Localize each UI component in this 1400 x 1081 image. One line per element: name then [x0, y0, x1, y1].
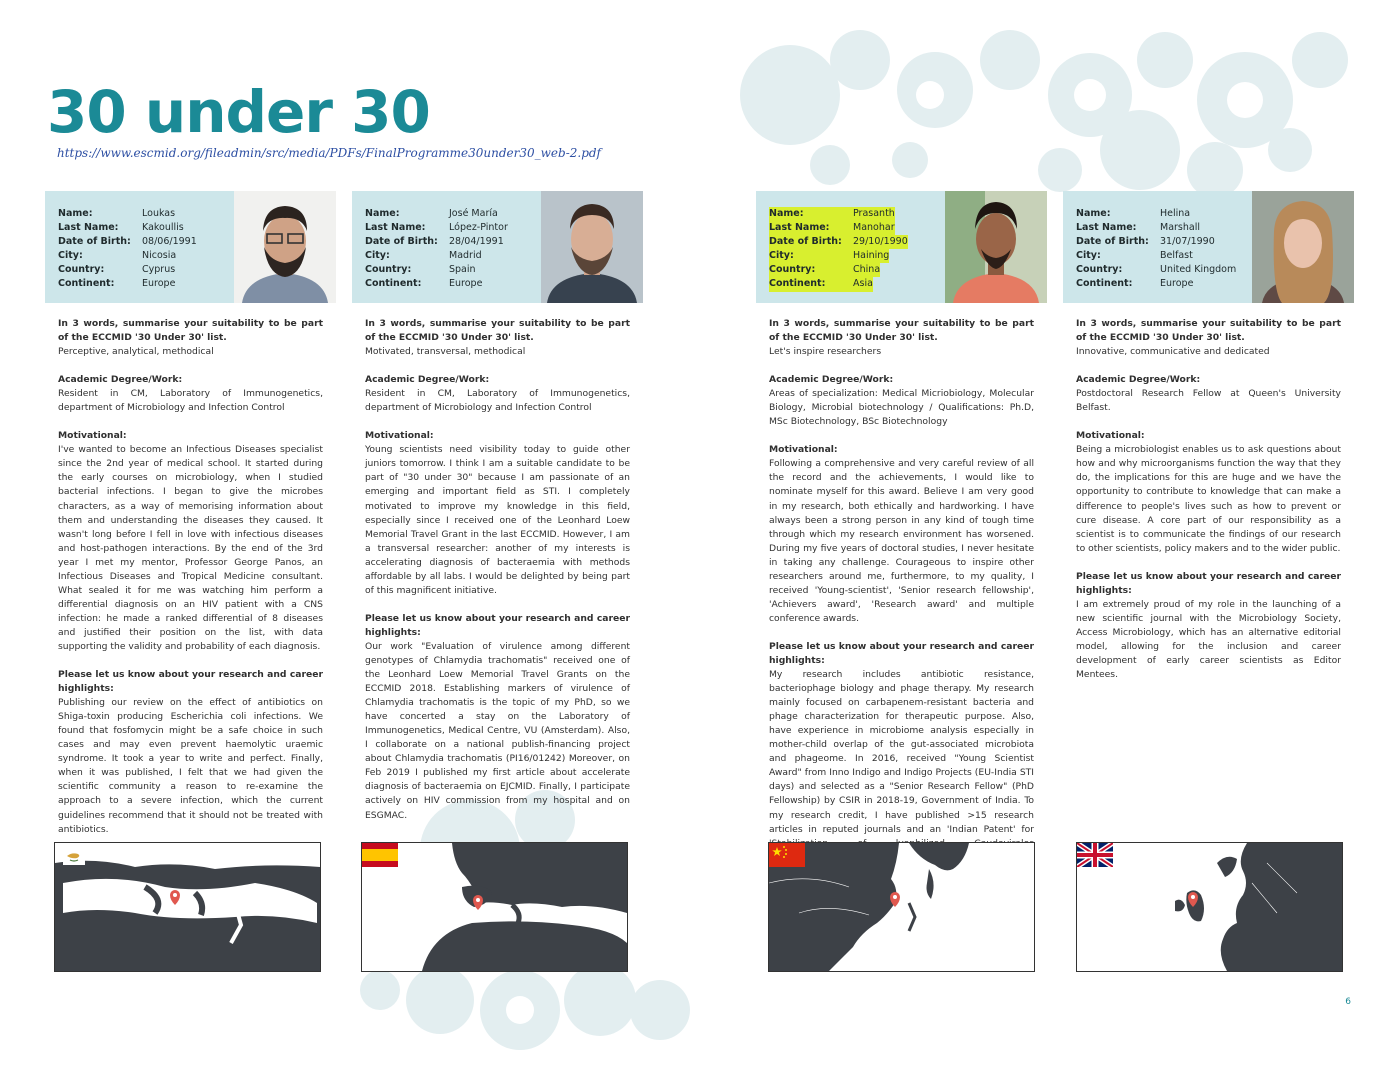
country: United Kingdom [1160, 264, 1237, 276]
continent: Europe [449, 278, 483, 290]
research-text: Publishing our review on the effect of antibiotics on Shiga-toxin producing Escherichia coli infections. We found that fosfomycin might be a safe choice in such cases and may even prevent haemolytic uraemic syndrome. It took a year to write and perfect. Finally, when it was published, I felt that we had given the scientific community a reason to re-examine the approach to a severe infection, which the current guidelines recommend that it should not be treated with antibiotics. [58, 697, 323, 835]
motivational-heading: Motivational: [1076, 430, 1145, 442]
answer-words: Let's inspire researchers [769, 346, 882, 358]
question-words: In 3 words, summarise your suitability to be part of the ECCMID '30 Under 30' list. [365, 318, 630, 344]
country: Spain [449, 264, 476, 276]
question-words: In 3 words, summarise your suitability to be part of the ECCMID '30 Under 30' list. [769, 318, 1034, 344]
date-of-birth: 29/10/1990 [853, 235, 908, 249]
profile-body [352, 317, 643, 823]
question-words: In 3 words, summarise your suitability to be part of the ECCMID '30 Under 30' list. [1076, 318, 1341, 344]
academic-degree-text: Resident in CM, Laboratory of Immunogenetics, department of Microbiology and Infection Control [365, 388, 630, 414]
profile-body [1063, 317, 1354, 682]
first-name: Prasanth [853, 207, 895, 221]
profile-header [1063, 191, 1354, 303]
profile-header [45, 191, 336, 303]
map-spain [361, 842, 628, 972]
motivational-text: I've wanted to become an Infectious Diseases specialist since the 2nd year of medical school. It started during the early courses on microbiology, when I studied bacterial infections. I began to give the microbes characters, as a way of memorising information about them and understanding the diseases they caused. It wasn't long before I fell in love with infectious diseases and host-pathogen interactions. By the end of the 3rd year I met my mentor, Professor George Panos, an Infectious Diseases and Tropical Medicine consultant. What sealed it for me was watching him perform a differential diagnosis on an HIV patient with a CNS infection: he made a ranked differential of 8 diseases and justified their position on the list, with data supporting the validity and probability of each diagnosis. [58, 444, 323, 652]
last-name: Manohar [853, 221, 895, 235]
first-name: Loukas [142, 208, 176, 219]
city: Nicosia [142, 250, 177, 262]
city: Madrid [449, 250, 482, 262]
date-of-birth: 08/06/1991 [142, 236, 197, 248]
continent: Europe [1160, 278, 1194, 290]
last-name: Kakoullis [142, 222, 184, 234]
profile-facts: Name: Helina Last Name: Marshall Date of Birth: 31/07/1990 City: Belfast Country: United Kingdom Continent: Europe [1076, 207, 1236, 292]
academic-degree-heading: Academic Degree/Work: [1076, 374, 1201, 386]
profile-card-kakoullis [45, 191, 336, 837]
research-heading: Please let us know about your research and career highlights: [1076, 570, 1341, 596]
source-link[interactable]: https://www.escmid.org/fileadmin/src/media/PDFs/FinalProgramme30under30_web-2.pdf [57, 146, 602, 160]
academic-degree-heading: Academic Degree/Work: [769, 374, 894, 386]
research-text: My research includes antibiotic resistance, bacteriophage biology and phage therapy. My research mainly focused on carbapenem-resistant bacteria and phage characterization for therapeutic purpose. Also, have experience in microbiome analysis especially in mother-child overlap of the gut-associated microbiota and phageome. In 2016, received "Young Scientist Award" from Inno Indigo and Indigo Projects (EU-India STI days) and selected as a "Senior Research Fellow" (PhD Fellowship) by CSIR in 2018-19, Government of India. To my research credit, I have published >15 research articles in reputed journals and an 'Indian Patent' for [769, 669, 1034, 835]
china-flag-icon [769, 843, 805, 867]
profile-header [756, 191, 1047, 303]
answer-words: Innovative, communicative and dedicated [1076, 346, 1270, 358]
motivational-heading: Motivational: [769, 444, 838, 456]
cyprus-flag-icon [63, 849, 85, 865]
map-united-kingdom [1076, 842, 1343, 972]
country: China [853, 263, 880, 277]
city: Haining [853, 249, 889, 263]
profile-card-manohar [756, 191, 1047, 865]
academic-degree-heading: Academic Degree/Work: [58, 374, 183, 386]
map-cyprus [54, 842, 321, 972]
motivational-text: Young scientists need visibility today to guide other juniors tomorrow. I think I am a suitable candidate to be part of "30 under 30" because I am passionate of an emerging and important field as STI. I completely motivated to improve my knowledge in this field, especially since I received one of the Leonhard Loew Memorial Travel Grant in the last ECCMID. However, I am a transversal researcher: another of my interests is accelerating diagnosis of bacteraemia with methods affordable by all labs. I would be delighted by being part of this magnificent initiative. [365, 444, 630, 596]
continent: Asia [853, 277, 873, 291]
research-text: Our work "Evaluation of virulence among different genotypes of Chlamydia trachomatis" received one of the Leonhard Loew Memorial Travel Grants on the ECCMID 2018. Establishing markers of virulence of Chlamydia trachomatis is the topic of my PhD, so we have concerted a stay on the Laboratory of Immunogenetics, Medical Centre, VU (Amsterdam). Also, I collaborate on a national publish-financing project about Chlamydia trachomatis (PI16/01242) Moreover, on Feb 2019 I published my first article about accelerate diagnosis of bacteraemia on EJCMID. Finally, I participate actively on HIV commission from my hospital and on ESGMAC. [365, 640, 630, 821]
profile-photo [1252, 191, 1354, 303]
profile-photo [541, 191, 643, 303]
motivational-text: Being a microbiologist enables us to ask questions about how and why microorganisms function the way that they do, the implications for this are huge and we have the opportunity to contribute to knowledge that can make a difference to people's lives such as how to prevent or cure disease. A core part of our responsibility as a scientist is to communicate the findings of our research to other scientists, policy makers and to the wider public. [1076, 444, 1341, 554]
last-name: Marshall [1160, 222, 1200, 234]
profile-facts: Name: José María Last Name: López-Pintor Date of Birth: 28/04/1991 City: Madrid Country: Spain Continent: Europe [365, 207, 508, 292]
profile-photo [945, 191, 1047, 303]
question-words: In 3 words, summarise your suitability to be part of the ECCMID '30 Under 30' list. [58, 318, 323, 344]
profile-header [352, 191, 643, 303]
academic-degree-text: Areas of specialization: Medical Micriobiology, Molecular Biology, Microbial biotechnology / Qualifications: Ph.D, MSc Biotechnology, BSc Biotechnology [769, 388, 1034, 428]
last-name: López-Pintor [449, 222, 508, 234]
motivational-heading: Motivational: [365, 430, 434, 442]
answer-words: Motivated, transversal, methodical [365, 346, 526, 358]
answer-words: Perceptive, analytical, methodical [58, 346, 214, 358]
research-heading: Please let us know about your research and career highlights: [769, 640, 1034, 666]
motivational-heading: Motivational: [58, 430, 127, 442]
uk-flag-icon [1077, 843, 1113, 867]
spain-flag-icon [362, 843, 398, 867]
profile-facts: Name: Loukas Last Name: Kakoullis Date of Birth: 08/06/1991 City: Nicosia Country: Cyprus Continent: Europe [58, 207, 197, 292]
map-china [768, 842, 1035, 972]
date-of-birth: 31/07/1990 [1160, 236, 1215, 248]
academic-degree-heading: Academic Degree/Work: [365, 374, 490, 386]
profile-body [756, 317, 1047, 865]
profile-card-lopez-pintor [352, 191, 643, 823]
profile-photo [234, 191, 336, 303]
country: Cyprus [142, 264, 176, 276]
academic-degree-text: Resident in CM, Laboratory of Immunogenetics, department of Microbiology and Infection Control [58, 388, 323, 414]
first-name: José María [449, 208, 498, 219]
research-heading: Please let us know about your research and career highlights: [365, 612, 630, 638]
profile-facts: Name: Prasanth Last Name: Manohar Date of Birth: 29/10/1990 City: Haining Country: China Continent: Asia [769, 207, 908, 292]
date-of-birth: 28/04/1991 [449, 236, 504, 248]
motivational-text: Following a comprehensive and very careful review of all the record and the achievements, I would like to nominate myself for this award. Believe I am very good in my research, both ethically and hardworking. I have always been a strong person in any kind of tough time through which my research environment has worsened. During my five years of doctoral studies, I never hesitate in taking any challenge. Courageous to inspire other researchers around me, furthermore, to my quality, I received 'Young-scientist', 'Senior research fellowship', 'Achievers award', 'Research award' and multiple conference awards. [769, 458, 1034, 624]
city: Belfast [1160, 250, 1193, 262]
first-name: Helina [1160, 208, 1191, 219]
page-title: 30 under 30 [47, 78, 430, 146]
page-number: 6 [1345, 997, 1351, 1007]
profile-body [45, 317, 336, 837]
academic-degree-text: Postdoctoral Research Fellow at Queen's University Belfast. [1076, 388, 1341, 414]
research-heading: Please let us know about your research and career highlights: [58, 669, 323, 695]
profile-card-marshall [1063, 191, 1354, 682]
research-text: I am extremely proud of my role in the launching of a new scientific journal with the Microbiology Society, Access Microbiology, which has an alternative editorial model, allowing for the inclusion and career development of early career scientists as Editor Mentees. [1076, 598, 1341, 681]
continent: Europe [142, 278, 176, 290]
